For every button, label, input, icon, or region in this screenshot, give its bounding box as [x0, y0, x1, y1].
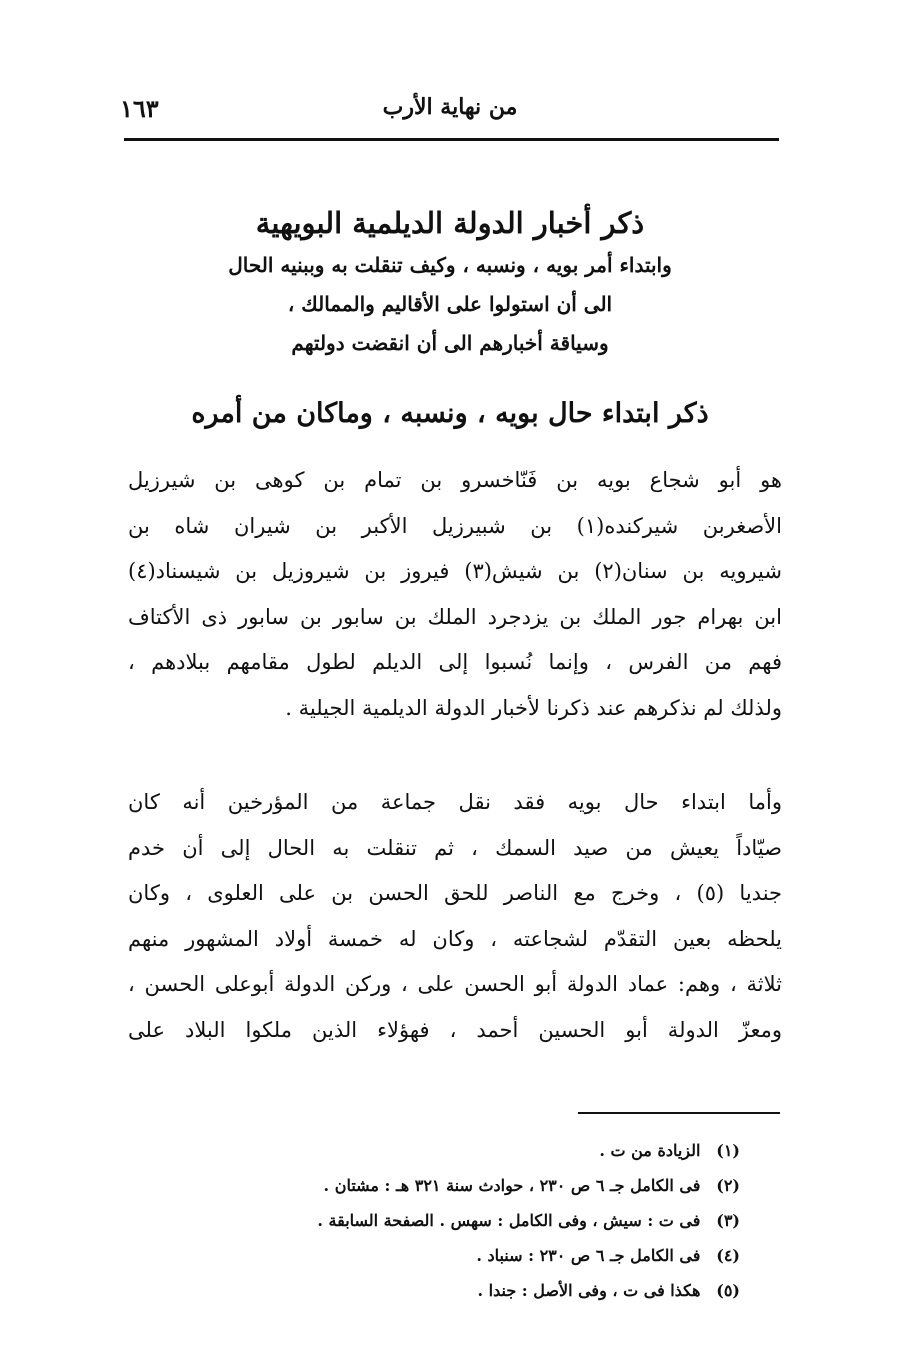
footnote-number: (٢): [716, 1176, 740, 1195]
chapter-title: ذكر أخبار الدولة الديلمية البويهية: [255, 206, 645, 240]
text-line: جنديا (٥) ، وخرج مع الناصر للحق الحسن بن على العلوى ، وكان: [128, 881, 783, 905]
text-line: ابن بهرام جور الملك بن يزدجرد الملك بن سابور بن سابور ذى الأكتاف: [128, 604, 782, 629]
section-title: ذكر ابتداء حال بويه ، ونسبه ، وماكان من أمره: [191, 398, 709, 429]
text-line: هو أبو شجاع بويه بن فَنّاخسرو بن تمام بن كوهى بن شيرزيل: [128, 468, 782, 492]
footnote-number: (١): [716, 1141, 740, 1160]
text-line: الأصغربن شيركنده(١) بن شبيرزيل الأكبر بن شيران شاه بن: [128, 513, 782, 538]
footnote: [230, 1203, 740, 1238]
footnote-text: هكذا فى ت ، وفى الأصل : جندا .: [477, 1281, 701, 1300]
text-line: ومعزّ الدولة أبو الحسين أحمد ، فهؤلاء الذين ملكوا البلاد على: [128, 1017, 782, 1042]
footnote-text: فى الكامل جـ ٦ ص ٢٣٠ : سنباد .: [476, 1246, 701, 1265]
footnote: [230, 1133, 740, 1168]
chapter-subtitle-line: الى أن استولوا على الأقاليم والممالك ،: [287, 292, 613, 316]
text-line: شيرويه بن سنان(٢) بن شيش(٣) فيروز بن شيروزيل بن شيسناد(٤): [128, 559, 782, 583]
text-line: ولذلك لم نذكرهم عند ذكرنا لأخبار الدولة الديلمية الجيلية .: [285, 695, 782, 720]
paragraph: [128, 780, 782, 1053]
text-line: ثلاثة ، وهم: عماد الدولة أبو الحسن على ، وركن الدولة أبوعلى الحسن ،: [128, 972, 782, 996]
footnote-number: (٥): [716, 1281, 740, 1300]
chapter-heading: [120, 200, 780, 363]
footnote-number: (٤): [716, 1246, 740, 1265]
footnote: [230, 1238, 740, 1273]
text-line: فهم من الفرس ، وإنما نُسبوا إلى الديلم لطول مقامهم ببلادهم ،: [128, 650, 782, 674]
footnotes: [230, 1133, 740, 1308]
chapter-subtitle-line: وسياقة أخبارهم الى أن انقضت دولتهم: [291, 331, 609, 355]
footnote-text: فى ت : سيش ، وفى الكامل : سهس . الصفحة السابقة .: [317, 1211, 701, 1230]
running-header: [120, 94, 780, 130]
text-line: صيّاداً يعيش من صيد السمك ، ثم تنقلت به الحال إلى أن خدم: [128, 835, 782, 860]
footnote-number: (٣): [716, 1211, 740, 1230]
page-number: ١٦٣: [120, 94, 159, 123]
paragraph: [128, 458, 782, 731]
footnote-text: الزيادة من ت .: [599, 1141, 701, 1160]
footnote-text: فى الكامل جـ ٦ ص ٢٣٠ ، حوادث سنة ٣٢١ هـ : مشتان .: [323, 1176, 701, 1195]
footnote-rule: [578, 1112, 780, 1114]
text-line: يلحظه بعين التقدّم لشجاعته ، وكان له خمسة أولاد المشهور منهم: [128, 926, 782, 951]
footnote: [230, 1273, 740, 1308]
chapter-subtitle-line: وابتداء أمر بويه ، ونسبه ، وكيف تنقلت به وببنيه الحال: [228, 253, 672, 277]
text-line: وأما ابتداء حال بويه فقد نقل جماعة من المؤرخين أنه كان: [128, 790, 782, 814]
header-rule: [124, 138, 779, 141]
running-title: من نهاية الأرب: [382, 94, 518, 120]
footnote: [230, 1168, 740, 1203]
